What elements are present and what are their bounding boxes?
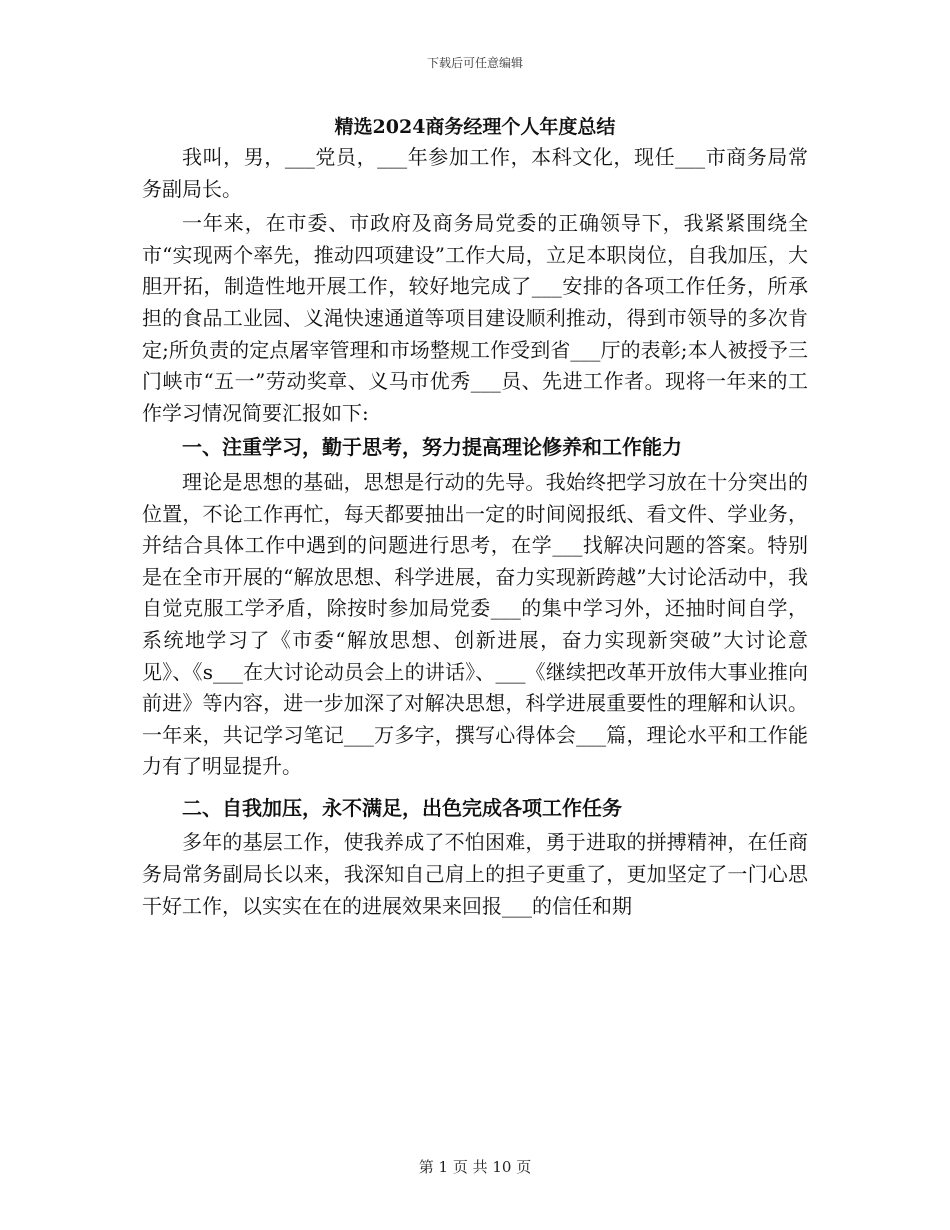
document-body xyxy=(142,112,808,925)
document-title: 精选2024商务经理个人年度总结 xyxy=(334,116,616,138)
paragraph-overview: 一年来，在市委、市政府及商务局党委的正确领导下，我紧紧围绕全市“实现两个率先，推动四项建设”工作大局，立足本职岗位，自我加压，大胆开拓，制造性地开展工作，较好地完成了___安排的各项工作任务，所承担的食品工业园、义渑快速通道等项目建设顺利推动，得到市领导的多次肯定;所负责的定点屠宰管理和市场整规工作受到省___厅的表彰;本人被授予三门峡市“五一”劳动奖章、义马市优秀___员、先进工作者。现将一年来的工作学习情况简要汇报如下: xyxy=(142,211,808,425)
section-heading-1: 一、注重学习，勤于思考，努力提高理论修养和工作能力 xyxy=(182,435,682,460)
section-heading-2: 二、自我加压，永不满足，出色完成各项工作任务 xyxy=(182,795,622,820)
page-header-note: 下载后可任意编辑 xyxy=(426,56,523,70)
page-footer-indicator: 第 1 页 共 10 页 xyxy=(418,1158,532,1176)
paragraph-work: 多年的基层工作，使我养成了不怕困难，勇于进取的拼搏精神，在任商务局常务副局长以来，我深知自己肩上的担子更重了，更加坚定了一门心思干好工作，以实实在在的进展效果来回报___的信任和期 xyxy=(142,830,808,918)
paragraph-study: 理论是思想的基础，思想是行动的先导。我始终把学习放在十分突出的位置，不论工作再忙，每天都要抽出一定的时间阅报纸、看文件、学业务，并结合具体工作中遇到的问题进行思考，在学___找解决问题的答案。特别是在全市开展的“解放思想、科学进展，奋力实现新跨越”大讨论活动中，我自觉克服工学矛盾，除按时参加局党委___的集中学习外，还抽时间自学，系统地学习了《市委“解放思想、创新进展，奋力实现新突破”大讨论意见》、《s___在大讨论动员会上的讲话》、___《继续把改革开放伟大事业推向前进》等内容，进一步加深了对解决思想，科学进展重要性的理解和认识。一年来，共记学习笔记___万多字，撰写心得体会___篇，理论水平和工作能力有了明显提升。 xyxy=(142,469,808,779)
paragraph-intro: 我叫，男，___党员，___年参加工作，本科文化，现任___市商务局常务副局长。 xyxy=(142,145,808,201)
